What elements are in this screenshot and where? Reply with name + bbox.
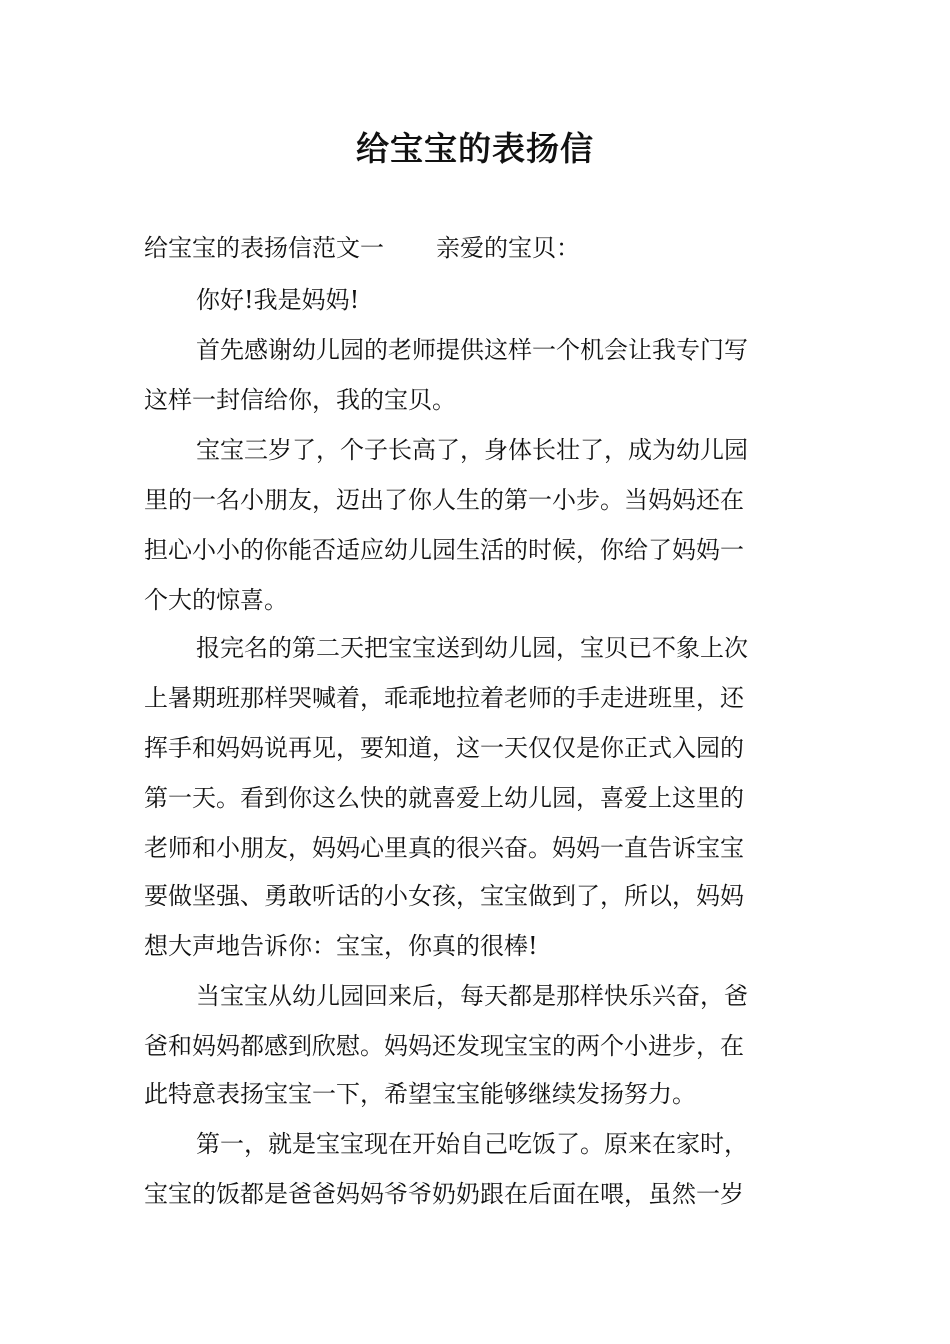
paragraph-line: 宝宝三岁了，个子长高了，身体长壮了，成为幼儿园 <box>196 436 748 464</box>
sample-label: 给宝宝的表扬信范文一 <box>144 234 384 262</box>
paragraph-line: 报完名的第二天把宝宝送到幼儿园，宝贝已不象上次 <box>196 634 748 662</box>
paragraph-line: 第一天。看到你这么快的就喜爱上幼儿园，喜爱上这里的 <box>144 784 744 812</box>
paragraph-line: 第一，就是宝宝现在开始自己吃饭了。原来在家时， <box>196 1130 748 1158</box>
paragraph-line: 想大声地告诉你：宝宝，你真的很棒! <box>144 932 538 960</box>
paragraph-line: 挥手和妈妈说再见，要知道，这一天仅仅是你正式入园的 <box>144 734 744 762</box>
heading-line <box>144 222 580 274</box>
paragraph-line: 老师和小朋友，妈妈心里真的很兴奋。妈妈一直告诉宝宝 <box>144 834 744 862</box>
paragraph-line: 首先感谢幼儿园的老师提供这样一个机会让我专门写 <box>196 336 748 364</box>
paragraph-line: 里的一名小朋友，迈出了你人生的第一小步。当妈妈还在 <box>144 486 744 514</box>
paragraph-line: 担心小小的你能否适应幼儿园生活的时候，你给了妈妈一 <box>144 536 744 564</box>
paragraph-line: 这样一封信给你，我的宝贝。 <box>144 386 456 414</box>
paragraph-line: 此特意表扬宝宝一下，希望宝宝能够继续发扬努力。 <box>144 1080 696 1108</box>
paragraph-line: 爸和妈妈都感到欣慰。妈妈还发现宝宝的两个小进步，在 <box>144 1032 744 1060</box>
salutation: 亲爱的宝贝： <box>436 234 580 262</box>
paragraph-line: 个大的惊喜。 <box>144 586 288 614</box>
paragraph-line: 当宝宝从幼儿园回来后，每天都是那样快乐兴奋，爸 <box>196 982 748 1010</box>
paragraph-line: 要做坚强、勇敢听话的小女孩，宝宝做到了，所以，妈妈 <box>144 882 744 910</box>
paragraph-line: 宝宝的饭都是爸爸妈妈爷爷奶奶跟在后面在喂，虽然一岁 <box>144 1180 744 1208</box>
document-title: 给宝宝的表扬信 <box>356 129 594 168</box>
paragraph-line: 你好!我是妈妈! <box>196 286 360 314</box>
paragraph-line: 上暑期班那样哭喊着，乖乖地拉着老师的手走进班里，还 <box>144 684 744 712</box>
